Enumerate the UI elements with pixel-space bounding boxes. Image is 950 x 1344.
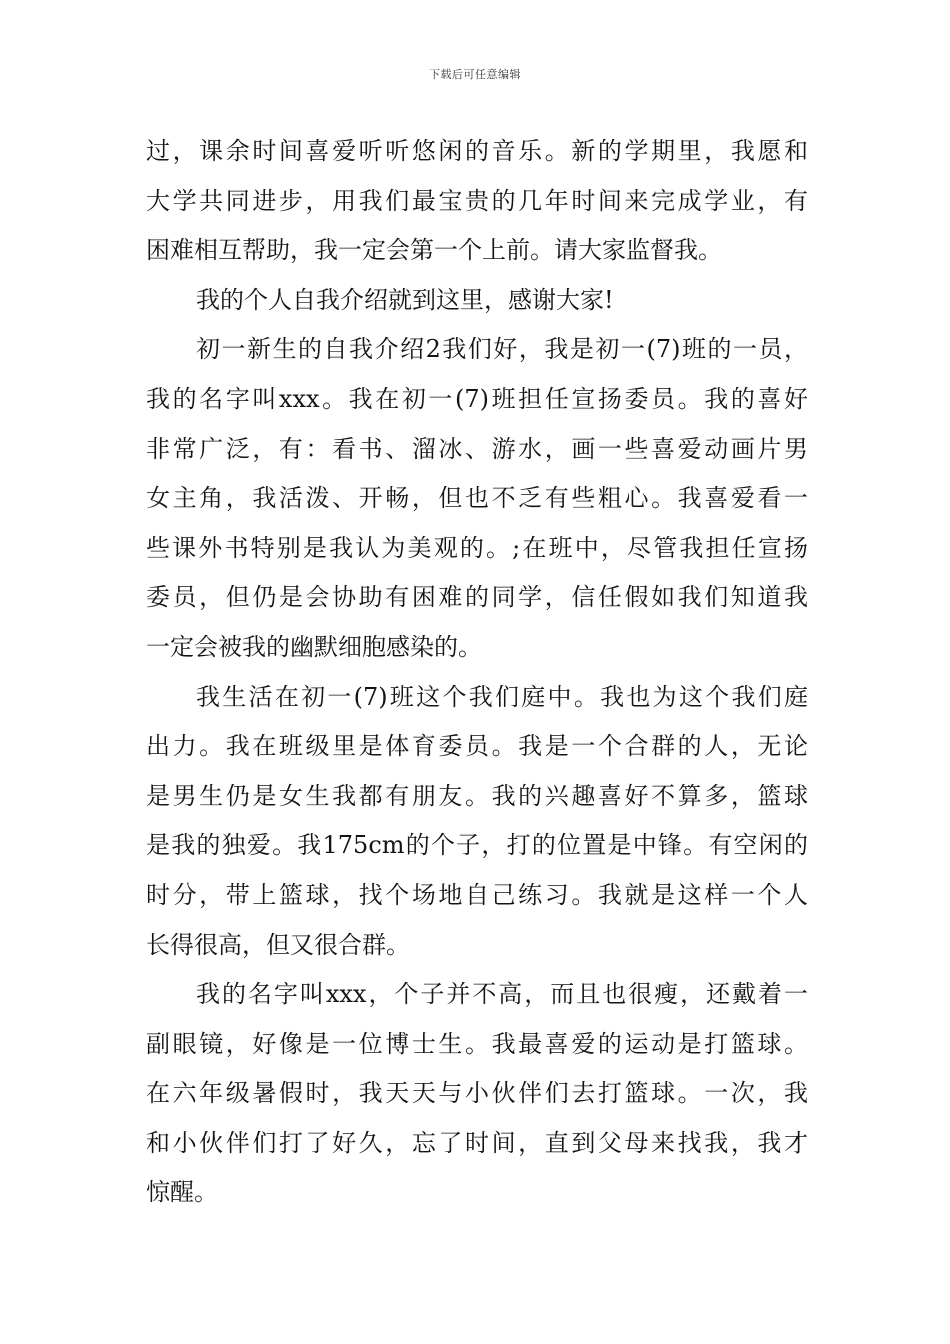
paragraph-start-line: 我的名字叫xxx，个子并不高，而且也很瘦，还戴着一 bbox=[196, 980, 808, 1009]
text-line: 大学共同进步，用我们最宝贵的几年时间来完成学业，有 bbox=[146, 186, 808, 215]
text-line: 长得很高，但又很合群。 bbox=[146, 930, 410, 959]
text-line: 是男生仍是女生我都有朋友。我的兴趣喜好不算多，篮球 bbox=[146, 781, 808, 810]
text-line: 女主角，我活泼、开畅，但也不乏有些粗心。我喜爱看一 bbox=[146, 484, 808, 513]
text-line: 一定会被我的幽默细胞感染的。 bbox=[146, 632, 482, 661]
text-line: 惊醒。 bbox=[146, 1178, 218, 1207]
text-line: 困难相互帮助，我一定会第一个上前。请大家监督我。 bbox=[146, 236, 722, 265]
body-text bbox=[146, 127, 808, 1218]
text-line: 委员，但仍是会协助有困难的同学，信任假如我们知道我 bbox=[146, 583, 808, 612]
text-line: 些课外书特别是我认为美观的。;在班中，尽管我担任宣扬 bbox=[146, 533, 808, 562]
paragraph-start-line: 我生活在初一(7)班这个我们庭中。我也为这个我们庭 bbox=[196, 682, 808, 711]
text-line: 非常广泛，有：看书、溜冰、游水，画一些喜爱动画片男 bbox=[146, 434, 808, 463]
text-line: 出力。我在班级里是体育委员。我是一个合群的人，无论 bbox=[146, 732, 808, 761]
text-line: 我的名字叫xxx。我在初一(7)班担任宣扬委员。我的喜好 bbox=[146, 384, 808, 413]
text-line: 和小伙伴们打了好久，忘了时间，直到父母来找我，我才 bbox=[146, 1128, 808, 1157]
text-line: 过，课余时间喜爱听听悠闲的音乐。新的学期里，我愿和 bbox=[146, 137, 808, 165]
text-line: 在六年级暑假时，我天天与小伙伴们去打篮球。一次，我 bbox=[146, 1079, 808, 1108]
text-line: 是我的独爱。我175cm的个子，打的位置是中锋。有空闲的 bbox=[146, 831, 808, 860]
text-line: 时分，带上篮球，找个场地自己练习。我就是这样一个人 bbox=[146, 880, 808, 909]
header-note: 下载后可任意编辑 bbox=[429, 68, 521, 81]
paragraph-start-line: 我的个人自我介绍就到这里，感谢大家! bbox=[196, 285, 614, 314]
paragraph-start-line: 初一新生的自我介绍2我们好，我是初一(7)班的一员， bbox=[196, 335, 808, 364]
text-line: 副眼镜，好像是一位博士生。我最喜爱的运动是打篮球。 bbox=[146, 1029, 808, 1058]
